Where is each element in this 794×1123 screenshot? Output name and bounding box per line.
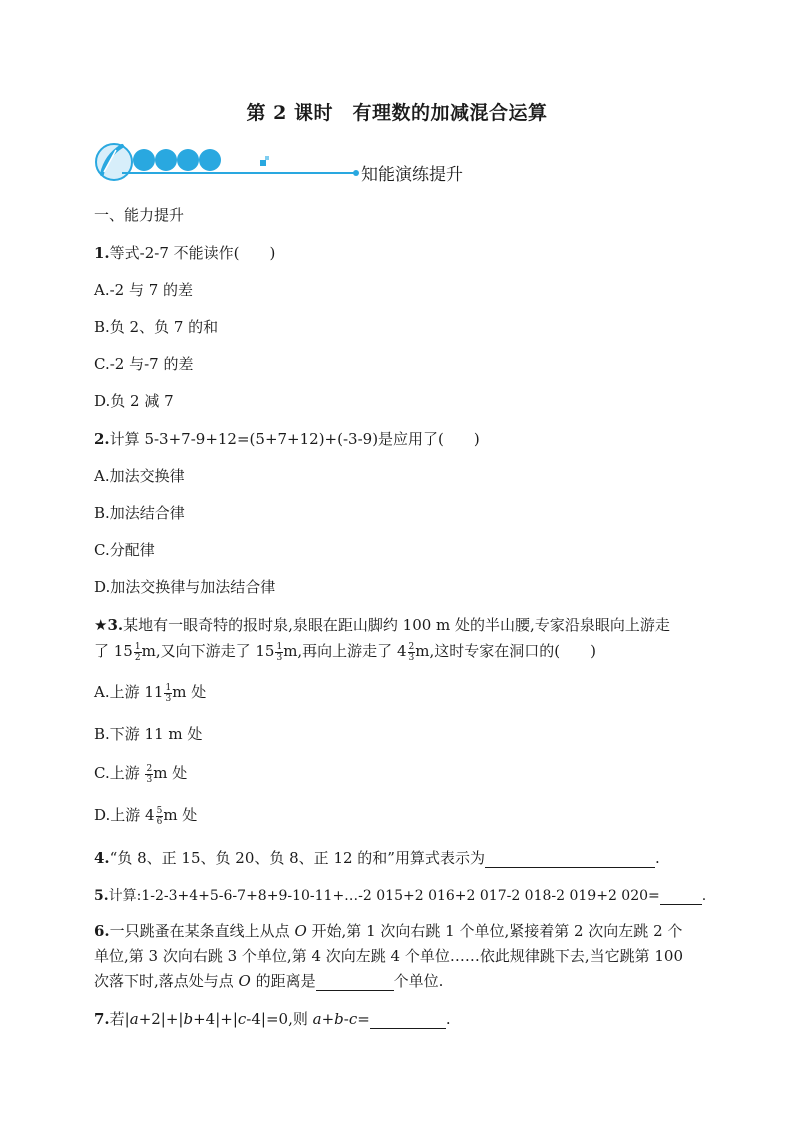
question-stem: 开始,第 1 次向右跳 1 个单位,紧接着第 2 次向左跳 2 个 <box>306 922 683 940</box>
question-3 <box>94 614 670 635</box>
banner-end-dot <box>353 170 359 176</box>
q1-option-b: B.负 2、负 7 的和 <box>94 318 219 336</box>
answer-blank[interactable] <box>370 1010 446 1029</box>
fraction: $\frac{2}{3}$ <box>408 641 415 663</box>
question-stem: 某地有一眼奇特的报时泉,泉眼在距山脚约 100 m 处的半山腰,专家沿泉眼向上游走 <box>123 616 670 634</box>
question-number: 2. <box>94 430 110 448</box>
answer-blank[interactable] <box>316 972 394 991</box>
question-number: 3. <box>107 616 124 634</box>
question-2 <box>94 428 480 449</box>
q3-option-a: A.上游 11 $\frac{1}{3}$ m 处 <box>94 682 207 704</box>
banner-dot-1 <box>133 149 155 171</box>
q3-text: 了 15 <box>94 642 133 660</box>
q3-option-b: B.下游 11 m 处 <box>94 725 203 743</box>
fraction: $\frac{1}{3}$ <box>165 682 172 704</box>
question-6 <box>94 920 682 941</box>
question-stem: 计算:1-2-3+4+5-6-7+8+9-10-11+…-2 015+2 016+2 017-2 018-2 019+2 020= <box>108 888 660 904</box>
answer-blank[interactable] <box>660 888 702 905</box>
question-number: 4. <box>94 849 110 867</box>
q1-option-c: C.-2 与-7 的差 <box>94 355 194 373</box>
q2-option-a: A.加法交换律 <box>94 467 185 485</box>
question-4: 4.“负 8、正 15、负 20、负 8、正 12 的和”用算式表示为 . <box>94 849 660 867</box>
section-heading: 一、能力提升 <box>94 206 185 224</box>
q2-option-b: B.加法结合律 <box>94 504 185 522</box>
q3-text: m,这时专家在洞口的( ) <box>415 642 596 660</box>
question-number: 7. <box>94 1010 110 1028</box>
fraction: $\frac{2}{3}$ <box>146 763 153 785</box>
point-o: O <box>294 922 307 940</box>
banner-square-small <box>265 156 269 160</box>
banner-dot-3 <box>177 149 199 171</box>
fraction: $\frac{5}{6}$ <box>156 805 163 827</box>
q1-option-d: D.负 2 减 7 <box>94 392 174 410</box>
point-o: O <box>238 972 251 990</box>
q3-text: m,又向下游走了 15 <box>141 642 275 660</box>
pencil-icon <box>96 144 132 180</box>
q2-option-d: D.加法交换律与加法结合律 <box>94 578 276 596</box>
question-stem: 一只跳蚤在某条直线上从点 <box>109 922 295 940</box>
question-6-line-2: 单位,第 3 次向右跳 3 个单位,第 4 次向左跳 4 个单位……依此规律跳下去,当它跳第 100 <box>94 947 684 965</box>
banner-dot-4 <box>199 149 221 171</box>
fraction: $\frac{1}{3}$ <box>276 641 283 663</box>
banner-label: 知能演练提升 <box>361 165 463 185</box>
banner-square-large <box>260 160 266 166</box>
question-7: 7.若|a+2|+|b+4|+|c-4|=0,则 a+b-c= . <box>94 1010 451 1028</box>
question-3-line-2 <box>94 640 596 663</box>
q2-option-c: C.分配律 <box>94 541 155 559</box>
q3-option-c: C.上游 $\frac{2}{3}$ m 处 <box>94 763 188 785</box>
page-title: 第 2 课时 有理数的加减混合运算 <box>246 102 548 124</box>
star-icon: ★ <box>94 616 108 634</box>
q3-option-d: D.上游 4 $\frac{5}{6}$ m 处 <box>94 805 198 827</box>
question-1 <box>94 242 275 263</box>
question-number: 6. <box>94 922 110 940</box>
answer-blank[interactable] <box>485 849 655 868</box>
q1-option-a: A.-2 与 7 的差 <box>94 281 194 299</box>
question-stem: 等式-2-7 不能读作( ) <box>109 244 276 262</box>
q3-text: m,再向上游走了 4 <box>283 642 407 660</box>
question-6-line-3: 次落下时,落点处与点 O 的距离是 个单位. <box>94 972 444 990</box>
banner-dot-2 <box>155 149 177 171</box>
question-stem: “负 8、正 15、负 20、负 8、正 12 的和”用算式表示为 <box>109 849 485 867</box>
question-number: 5. <box>94 888 109 904</box>
fraction: $\frac{1}{2}$ <box>134 641 141 663</box>
question-number: 1. <box>94 244 110 262</box>
question-5: 5.计算:1-2-3+4+5-6-7+8+9-10-11+…-2 015+2 016+2 017-2 018-2 019+2 020= . <box>94 888 707 904</box>
question-stem: 计算 5-3+7-9+12=(5+7+12)+(-3-9)是应用了( ) <box>109 430 480 448</box>
